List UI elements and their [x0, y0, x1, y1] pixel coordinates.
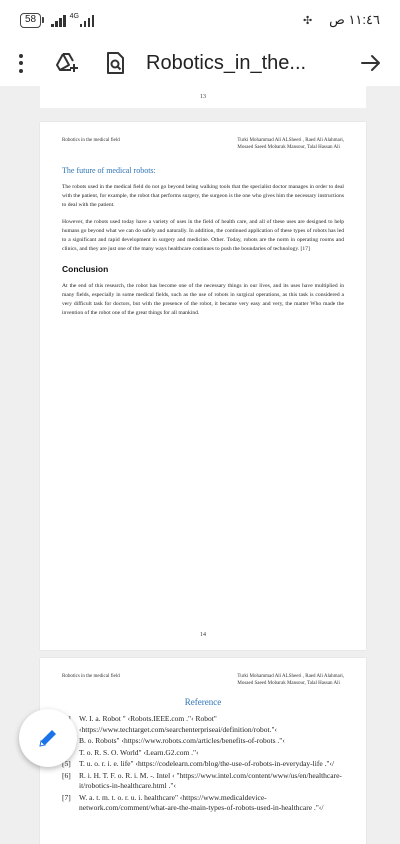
status-bar — [0, 0, 400, 40]
reference-item — [62, 793, 344, 814]
page-header — [62, 138, 344, 151]
reference-item — [62, 714, 344, 735]
header-left: Robotics in the medical field — [62, 138, 120, 143]
header-authors-1: Turki Mohammad Ali ALSheeri , Raed Ali Alahmari, — [237, 674, 344, 679]
reference-number: [5] — [62, 759, 71, 768]
section-title: The future of medical robots: — [62, 166, 156, 175]
page-number: 14 — [200, 632, 206, 638]
reference-list — [62, 714, 344, 814]
reference-text: W. a. t. m. t. o. r. u. i. healthcare" ‹https://www.medicaldevice-network.com/comment/what-are-the-main-types-of-robots-used-in-healthcare ."‹/ — [79, 792, 324, 812]
signal-icon — [51, 13, 66, 27]
battery-level: 58 — [20, 13, 41, 28]
header-authors-1: Turki Mohammad Ali ALSheeri , Raed Ali Alahmari, — [237, 138, 344, 143]
sim-icon — [303, 13, 321, 27]
reference-item — [62, 748, 344, 759]
paragraph: The robots used in the medical field do not go beyond being walking tools that the specialist doctor manages in order to deal with the patient, for example, the robot that performs surgery, the surgeon is the one who gives him the necessary instructions to deal with the patient. — [62, 184, 344, 208]
reference-text: R. i. H. T. F. o. R. i. M. -. Intel ‹ "https://www.intel.com/content/www/us/en/healthcare-it/robotics-in-healthcare.html ."‹ — [79, 770, 342, 790]
arrow-right-icon[interactable] — [360, 52, 382, 74]
page-number: 13 — [200, 94, 206, 100]
edit-button[interactable] — [19, 709, 77, 767]
conclusion-paragraph: At the end of this research, the robot has become one of the necessary things in our lives, and its uses have multiplied in many fields, especially in some medical fields, such as the use of robots in surgical operations, as this task is considered a very difficult task for doctors, but with the presence of the robot, it became very easy and very, the matter Who made the invention of the robot one of the great things for all mankind. — [62, 283, 344, 316]
toolbar — [0, 40, 400, 86]
page-15 — [40, 658, 366, 844]
network-type: 4G — [69, 12, 79, 20]
search-document-icon[interactable] — [102, 50, 128, 76]
paragraph: However, the robots used today have a variety of uses in the field of health care, and all of these uses are designed to help humans go beyond what we can do safely and naturally. In addition, the continued application of these types of robots has led to a significant and rapid development in surgery and medicine. Other. Today, robots are the norm in operating rooms and clinics, and they are just one of the many ways healthcare continues to push the boundaries of technology. [17] — [62, 219, 344, 252]
reference-number: [7] — [62, 792, 71, 802]
edit-pencil-icon — [35, 725, 61, 751]
reference-number: [6] — [62, 770, 71, 780]
reference-text: B. o. Robots" ‹https://www.robots.com/articles/benefits-of-robots ."‹ — [79, 736, 285, 745]
header-authors-2: Mosaed Saeed Mobarak Mansour, Talal Hassan Ali — [237, 680, 340, 686]
reference-item — [62, 736, 344, 747]
reference-text: T. u. o. r. i. e. life" ‹https://codelearn.com/blog/the-use-of-robots-in-everyday-life ."‹/ — [79, 759, 335, 768]
add-to-drive-icon[interactable] — [54, 50, 80, 76]
reference-text: W. I. a. Robot " ‹Robots.IEEE.com ."‹ Robot" ‹https://www.techtarget.com/searchenterpriseai/definition/robot."‹ — [79, 714, 277, 734]
conclusion-heading: Conclusion — [62, 264, 109, 274]
header-authors-2: Mosaed Saeed Mobarak Mansour, Talal Hassan Ali — [237, 144, 340, 150]
page-13-bottom — [40, 86, 366, 108]
battery-indicator — [20, 13, 44, 28]
document-title: Robotics_in_the... — [146, 51, 307, 74]
reference-item — [62, 771, 344, 792]
header-left: Robotics in the medical field — [62, 674, 120, 679]
svg-text:✣: ✣ — [303, 14, 313, 27]
page-header — [62, 674, 344, 687]
reference-item — [62, 759, 344, 770]
page-14 — [40, 122, 366, 650]
reference-title: Reference — [184, 697, 222, 707]
kebab-icon[interactable] — [8, 54, 34, 73]
signal-icon-2 — [80, 13, 95, 27]
battery-tip — [42, 17, 44, 23]
clock: ١١:٤٦ ص — [329, 12, 380, 27]
reference-text: T. o. R. S. O. World" ‹Learn.G2.com ."‹ — [79, 747, 199, 757]
